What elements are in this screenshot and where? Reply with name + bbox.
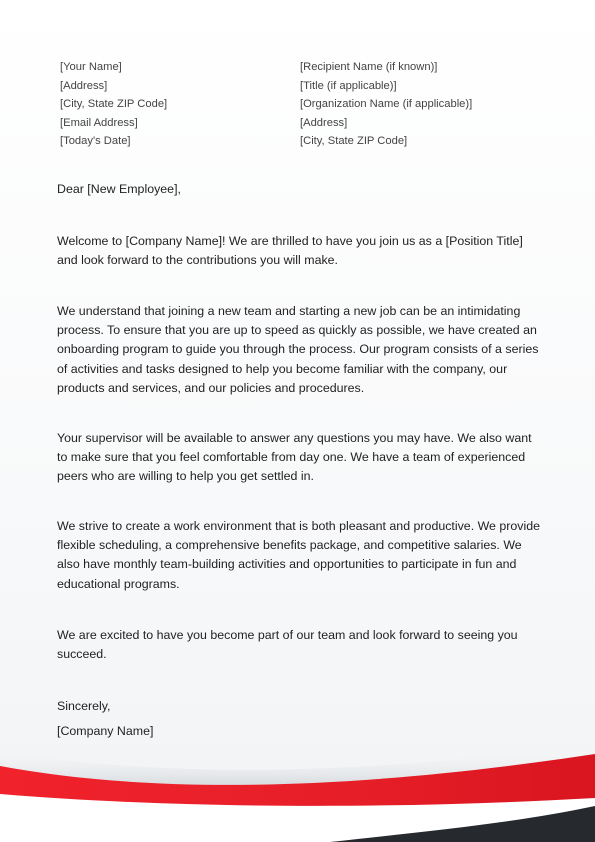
recipient-name: [Recipient Name (if known)] [300,61,438,73]
closing: Sincerely, [57,699,111,713]
recipient-title: [Title (if applicable)] [300,79,397,92]
footer-swoosh-decoration [0,732,595,842]
recipient-address-block [300,58,472,151]
paragraph-support: Your supervisor will be available to answer any questions you may have. We also want to make sure that you feel comfortable from day one. We have a team of experienced peers who are willing to help you get settled in. [57,431,532,484]
paragraph-closing-remark: We are excited to have you become part of our team and look forward to seeing you succeed. [57,628,518,662]
recipient-organization: [Organization Name (if applicable)] [300,98,473,111]
sender-name: [Your Name] [60,61,122,73]
letter-date: [Today's Date] [60,135,131,148]
salutation: Dear [New Employee], [57,182,181,196]
sender-email: [Email Address] [60,116,138,129]
paragraph-welcome: Welcome to [Company Name]! We are thrilled to have you join us as a [Position Title] and look forward to the contributions you will make. [57,234,523,268]
signature: [Company Name] [57,724,154,738]
recipient-address: [Address] [300,116,348,129]
recipient-city-state-zip: [City, State ZIP Code] [300,135,408,148]
paragraph-onboarding: We understand that joining a new team and starting a new job can be an intimidating process. To ensure that you are up to speed as quickly as possible, we have created an onboarding program to guide you through the process. Our program consists of a series of activities and tasks designed to help you become familiar with the company, our products and services, and our policies and procedures. [57,304,539,395]
sender-city-state-zip: [City, State ZIP Code] [60,98,168,111]
sender-address-block [60,58,167,151]
sender-address: [Address] [60,79,108,92]
paragraph-benefits: We strive to create a work environment that is both pleasant and productive. We provide flexible scheduling, a comprehensive benefits package, and competitive salaries. We also have monthly team-building activities and opportunities to participate in fun and educational programs. [57,519,541,591]
